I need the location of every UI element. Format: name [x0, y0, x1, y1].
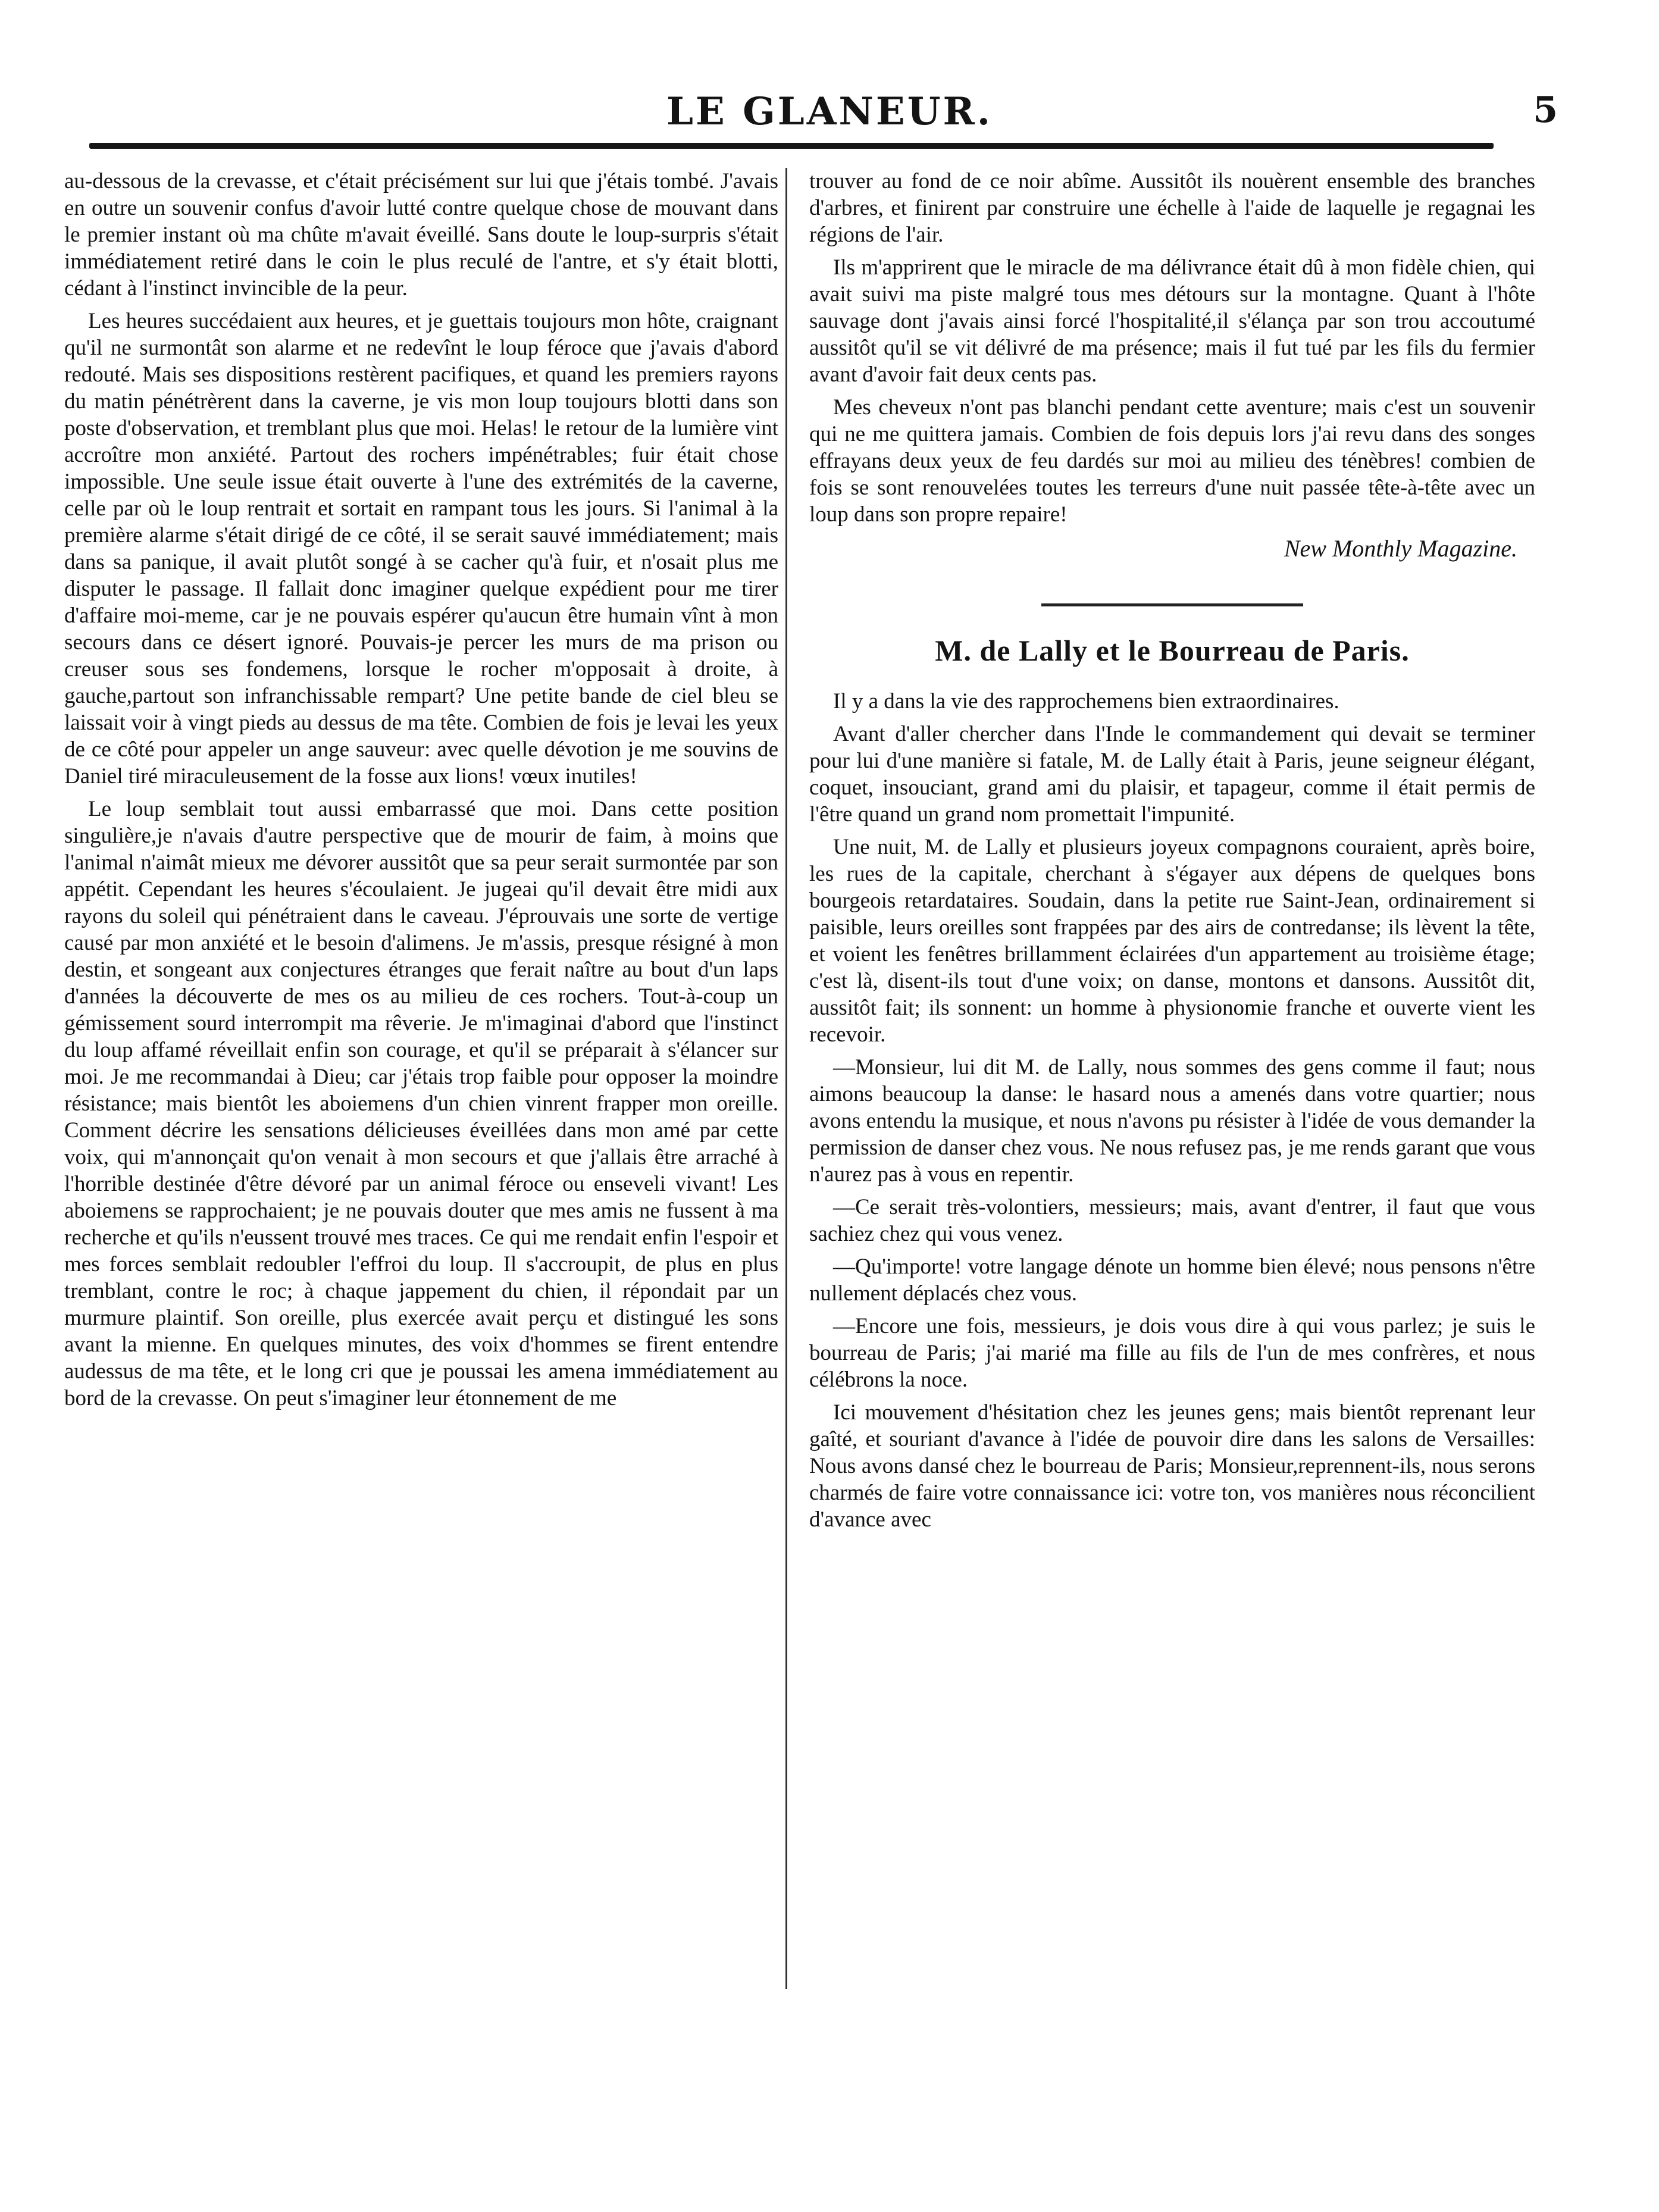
paragraph: Les heures succédaient aux heures, et je guettais toujours mon hôte, craignant qu'il ne surmontât son alarme et ne redevînt le loup féroce que j'avais d'abord redouté. Mais ses dispositions restèrent pacifiques, et quand les premiers rayons du matin pénétrèrent dans la caverne, je vis mon loup toujours blotti dans son poste d'observation, et tremblant plus que moi. Helas! le retour de la lumière vint accroître mon anxiété. Partout des rochers impénétrables; fuir était chose impossible. Une seule issue était ouverte à l'une des extrémités de la caverne, celle par où le loup rentrait et sortait en rampant tous les jours. Si l'animal à la première alarme s'était dirigé de ce côté, il se serait sauvé immédiatement; mais dans sa panique, il avait plutôt songé à se cacher qu'à fuir, et n'osait plus me disputer le passage. Il fallait donc imaginer quelque expédient pour me tirer d'affaire moi-meme, car je ne pouvais espérer qu'aucun être humain vînt à mon secours dans ce désert ignoré. Pouvais-je percer les murs de ma prison ou creuser sous ses fondemens, lorsque le rocher m'opposait à droite, à gauche,partout son infranchissable rempart? Une petite bande de ciel bleu se laissait voir à vingt pieds au dessus de ma tête. Combien de fois je levai les yeux de ce côté pour appeler un ange sauveur: avec quelle dévotion je me souvins de Daniel tiré miraculeusement de la fosse aux lions! vœux inutiles!	[64, 309, 778, 789]
left-column	[64, 168, 778, 1418]
paragraph: Une nuit, M. de Lally et plusieurs joyeux compagnons couraient, après boire, les rues de la capitale, cherchant à s'égayer aux dépens de quelques bons bourgeois retardataires. Soudain, dans la petite rue Saint-Jean, ordinairement si paisible, leurs oreilles sont frappées par des airs de contredanse; ils lèvent la tête, et voient les fenêtres brillamment éclairées d'un appartement au troisième étage; c'est là, disent-ils tout d'une voix; on danse, montons et dansons. Aussitôt dit, aussitôt fait; ils sonnent: un homme à physionomie franche et ouverte vient les recevoir.	[809, 835, 1535, 1047]
article-title: M. de Lally et le Bourreau de Paris.	[935, 634, 1410, 667]
section-divider	[1041, 603, 1303, 606]
paragraph: Ici mouvement d'hésitation chez les jeunes gens; mais bientôt reprenant leur gaîté, et souriant d'avance à l'idée de pouvoir dire dans les salons de Versailles: Nous avons dansé chez le bourreau de Paris; Monsieur,reprennent-ils, nous serons charmés de faire votre connaissance ici: votre ton, vos manières nous réconcilient d'avance avec	[809, 1400, 1535, 1532]
paragraph: Le loup semblait tout aussi embarrassé que moi. Dans cette position singulière,je n'avais d'autre perspective que de mourir de faim, à moins que l'animal n'aimât mieux me dévorer aussitôt que sa peur serait surmontée par son appétit. Cependant les heures s'écoulaient. Je jugeai qu'il devait être midi aux rayons du soleil qui pénétraient dans le caveau. J'éprouvais une sorte de vertige causé par mon anxiété et le besoin d'alimens. Je m'assis, presque résigné à mon destin, et songeant aux conjectures étranges que ferait naître au bout d'un laps d'années la découverte de mes os au milieu de ces rochers. Tout-à-coup un gémissement sourd interrompit ma rêverie. Je m'imaginai d'abord que l'instinct du loup affamé réveillait enfin son courage, et qu'il se préparait à s'élancer sur moi. Je me recommandai à Dieu; car j'étais trop faible pour opposer la moindre résistance; mais bientôt les aboiemens d'un chien vinrent frapper mon oreille. Comment décrire les sensations délicieuses éveillées dans mon amé par cette voix, qui m'annonçait qu'on venait à mon secours et que j'allais être arraché à l'horrible destinée d'être dévoré par un animal féroce ou enseveli vivant! Les aboiemens se rapprochaient; je ne pouvais douter que mes amis ne fussent à ma recherche et qu'ils n'eussent trouvé mes traces. Ce qui me rendait enfin l'espoir et mes forces semblait redoubler l'effroi du loup. Il s'accroupit, de plus en plus tremblant, contre le roc; à chaque jappement du chien, il répondait par un murmure plaintif. Son oreille, plus exercée avait perçu et distingué les sons avant la mienne. En quelques minutes, des voix d'hommes se firent entendre audessus de ma tête, et le long cri que je poussai les amena immédiatement au bord de la crevasse. On peut s'imaginer leur étonnement de me	[64, 797, 778, 1410]
source-signature: New Monthly Magazine.	[1284, 535, 1517, 562]
masthead-title: LE GLANEUR.	[666, 89, 993, 134]
header-rule	[89, 143, 1494, 149]
paragraph: au-dessous de la crevasse, et c'était précisément sur lui que j'étais tombé. J'avais en outre un souvenir confus d'avoir lutté contre quelque chose de mouvant dans le premier instant où ma chûte m'avait éveillé. Sans doute le loup-surpris s'était immédiatement retiré dans le coin le plus reculé de l'antre, et s'y était blotti, cédant à l'instinct invincible de la peur.	[64, 169, 778, 301]
paragraph: —Monsieur, lui dit M. de Lally, nous sommes des gens comme il faut; nous aimons beaucoup la danse: le hasard nous a amenés dans votre quartier; nous avons entendu la musique, et nous n'avons pu résister à l'idée de vous demander la permission de danser chez vous. Ne nous refusez pas, je me rends garant que vous n'aurez pas à vous en repentir.	[809, 1055, 1535, 1187]
paragraph: Il y a dans la vie des rapprochemens bien extraordinaires.	[833, 689, 1339, 714]
paragraph: trouver au fond de ce noir abîme. Aussitôt ils nouèrent ensemble des branches d'arbres, et finirent par construire une échelle à l'aide de laquelle je regagnai les régions de l'air.	[809, 169, 1535, 247]
paragraph: —Qu'importe! votre langage dénote un homme bien élevé; nous pensons n'être nullement déplacés chez vous.	[809, 1254, 1535, 1306]
page-number: 5	[1533, 89, 1558, 131]
paragraph: —Ce serait très-volontiers, messieurs; mais, avant d'entrer, il faut que vous sachiez chez qui vous venez.	[809, 1195, 1535, 1246]
paragraph: —Encore une fois, messieurs, je dois vous dire à qui vous parlez; je suis le bourreau de Paris; j'ai marié ma fille au fils de l'un de mes confrères, et nous célébrons la noce.	[809, 1314, 1535, 1392]
paragraph: Mes cheveux n'ont pas blanchi pendant cette aventure; mais c'est un souvenir qui ne me quittera jamais. Combien de fois depuis lors j'ai revu dans des songes effrayans deux yeux de feu dardés sur moi au milieu des ténèbres! combien de fois se sont renouvelées toutes les terreurs d'une nuit passée tête-à-tête avec un loup dans son propre repaire!	[809, 395, 1535, 527]
right-column	[809, 168, 1535, 1539]
column-divider	[785, 168, 787, 1989]
paragraph: Ils m'apprirent que le miracle de ma délivrance était dû à mon fidèle chien, qui avait suivi ma piste malgré tous mes détours sur la montagne. Quant à l'hôte sauvage dont j'avais ainsi forcé l'hospitalité,il s'élança par son trou accoutumé aussitôt qu'il se vit délivré de ma présence; mais il fut tué par les fils du fermier avant d'avoir fait deux cents pas.	[809, 255, 1535, 387]
paragraph: Avant d'aller chercher dans l'Inde le commandement qui devait se terminer pour lui d'une manière si fatale, M. de Lally était à Paris, jeune seigneur élégant, coquet, insouciant, grand ami du plaisir, et tapageur, comme il était permis de l'être quand un grand nom promettait l'impunité.	[809, 722, 1535, 827]
